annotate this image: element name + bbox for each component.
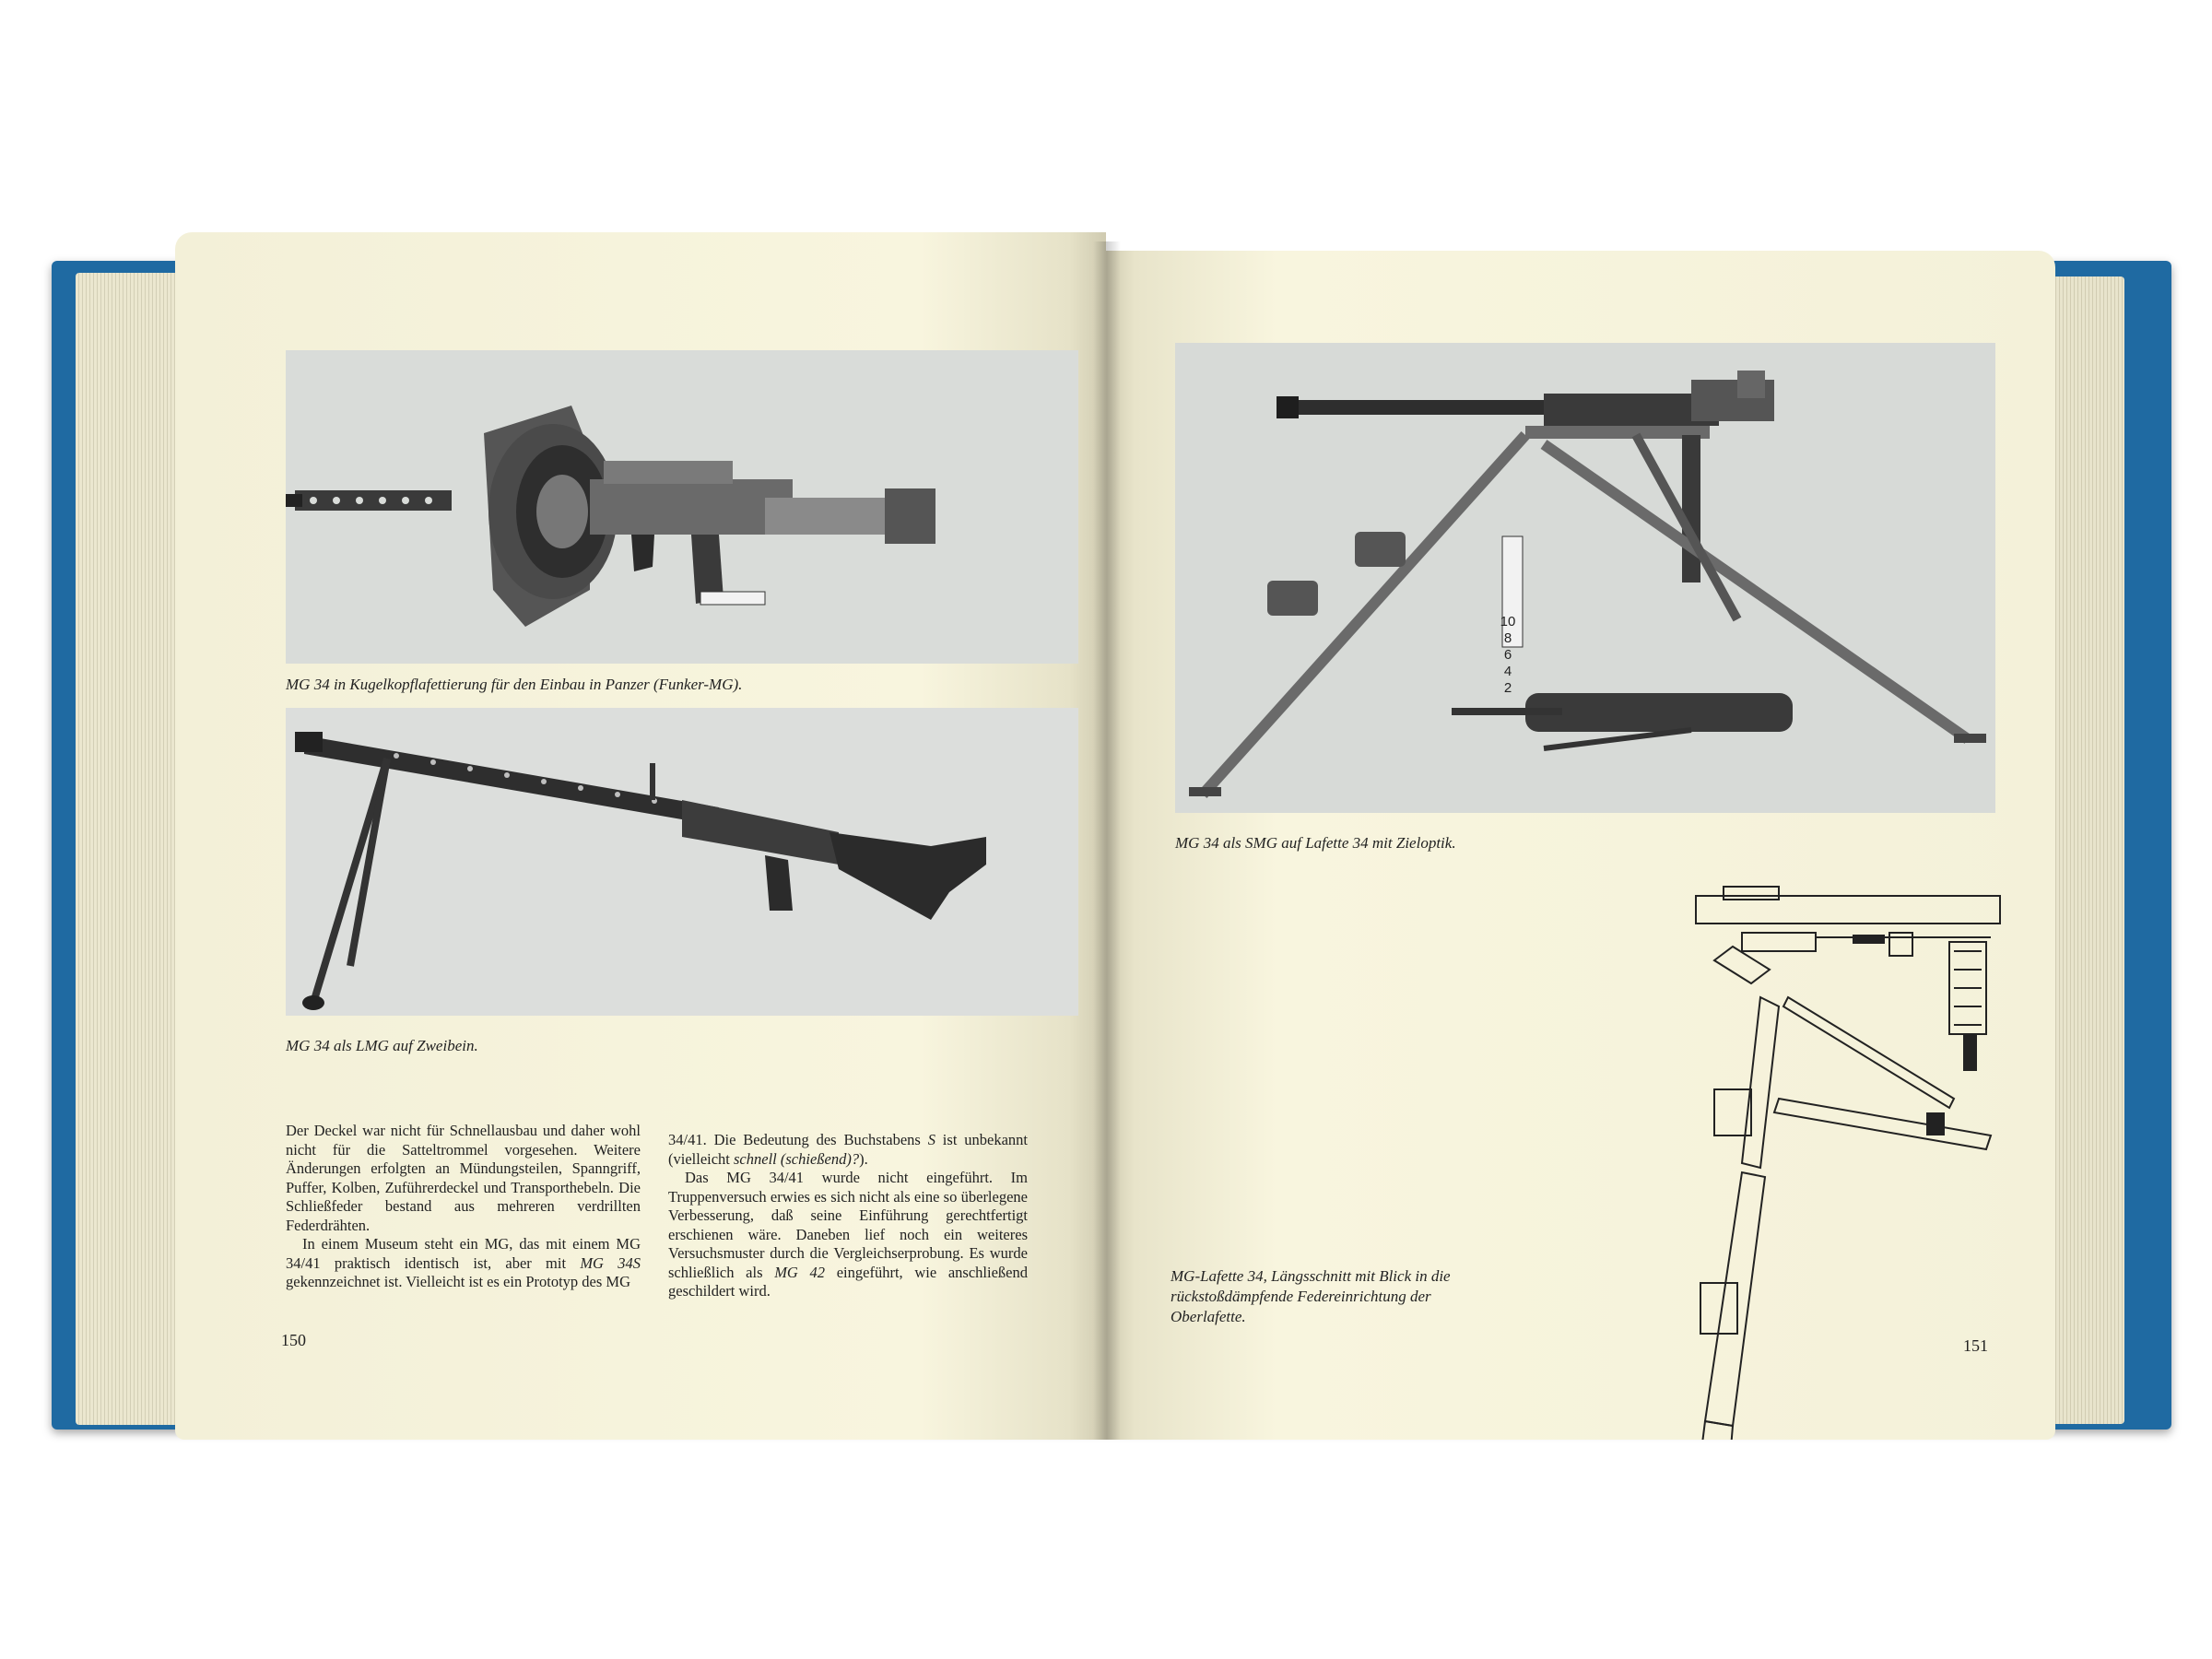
text-run: eingeführt, wie anschließend geschildert wird. xyxy=(668,1263,1028,1300)
ruler-label: 10 xyxy=(1500,614,1516,629)
lafette-34-cross-section-drawing xyxy=(1687,850,2005,1440)
ruler-label: 8 xyxy=(1503,630,1512,646)
text-run: In einem Museum steht ein MG, das mit einem MG 34/41 praktisch identisch ist, aber mit xyxy=(286,1235,641,1272)
emphasis: S xyxy=(927,1131,935,1148)
text-run: 34/41. Die Bedeutung des Buchstabens xyxy=(668,1131,928,1148)
body-column-2 xyxy=(668,1131,1028,1301)
photo-caption-lmg: MG 34 als LMG auf Zweibein. xyxy=(286,1037,478,1054)
mg34-panzer-illustration xyxy=(286,350,1078,664)
right-page xyxy=(1106,251,2055,1440)
gutter-shadow xyxy=(1093,241,1121,1440)
drawing-lafette-34 xyxy=(1687,850,2005,1440)
photo-mg34-panzer xyxy=(286,350,1078,664)
drawing-caption: MG-Lafette 34, Längsschnitt mit Blick in die rückstoßdämpfende Federeinrichtung der Oberlafette. xyxy=(1171,1267,1451,1325)
ruler-label: 4 xyxy=(1503,664,1512,679)
left-page xyxy=(175,232,1106,1440)
paragraph xyxy=(668,1169,1028,1301)
page-number-right: 151 xyxy=(1963,1336,1988,1355)
ruler-labels xyxy=(1497,614,1519,697)
photo-caption-panzer: MG 34 in Kugelkopflafettierung für den Einbau in Panzer (Funker-MG). xyxy=(286,676,743,693)
text-run: ist unbekannt (vielleicht xyxy=(668,1131,1028,1168)
text-run: ). xyxy=(859,1149,868,1168)
photo-caption-smg: MG 34 als SMG auf Lafette 34 mit Zieloptik. xyxy=(1175,834,1456,852)
page-stack-left xyxy=(76,273,186,1425)
body-column-1 xyxy=(286,1122,641,1292)
paragraph xyxy=(286,1235,641,1292)
photo-mg34-smg xyxy=(1175,343,1995,813)
emphasis: MG 34S xyxy=(580,1253,641,1272)
photo-mg34-lmg xyxy=(286,708,1078,1016)
paragraph: Der Deckel war nicht für Schnellausbau und daher wohl nicht für die Satteltrommel vorgesehen. Weitere Änderungen erfolgten an Mündungsteilen, Spanngriff, Puffer, Kolben, Zuführerdeckel und Transporthebeln. Die Schließfeder bestand aus mehreren verdrillten Federdrähten. xyxy=(286,1122,641,1234)
paragraph xyxy=(668,1131,1028,1169)
text-run: gekennzeichnet ist. Vielleicht ist es ein Prototyp des MG xyxy=(286,1273,631,1290)
mg34-smg-tripod-illustration xyxy=(1175,343,1995,813)
ruler-label: 6 xyxy=(1503,647,1512,663)
text-run: Das MG 34/41 wurde nicht eingeführt. Im Truppenversuch erwies es sich nicht als eine so überlegene Verbesserung, daß seine Einführung gerechtfertigt erschienen wäre. Daneben lief noch ein weiteres Versuchsmuster durch die Vergleichserprobung. Es wurde schließlich als xyxy=(668,1169,1028,1281)
emphasis: MG 42 xyxy=(774,1263,826,1281)
mg34-lmg-illustration xyxy=(286,708,1078,1016)
page-number-left: 150 xyxy=(281,1331,306,1349)
ruler-label: 2 xyxy=(1503,680,1512,696)
emphasis: schnell (schießend)? xyxy=(734,1149,860,1168)
